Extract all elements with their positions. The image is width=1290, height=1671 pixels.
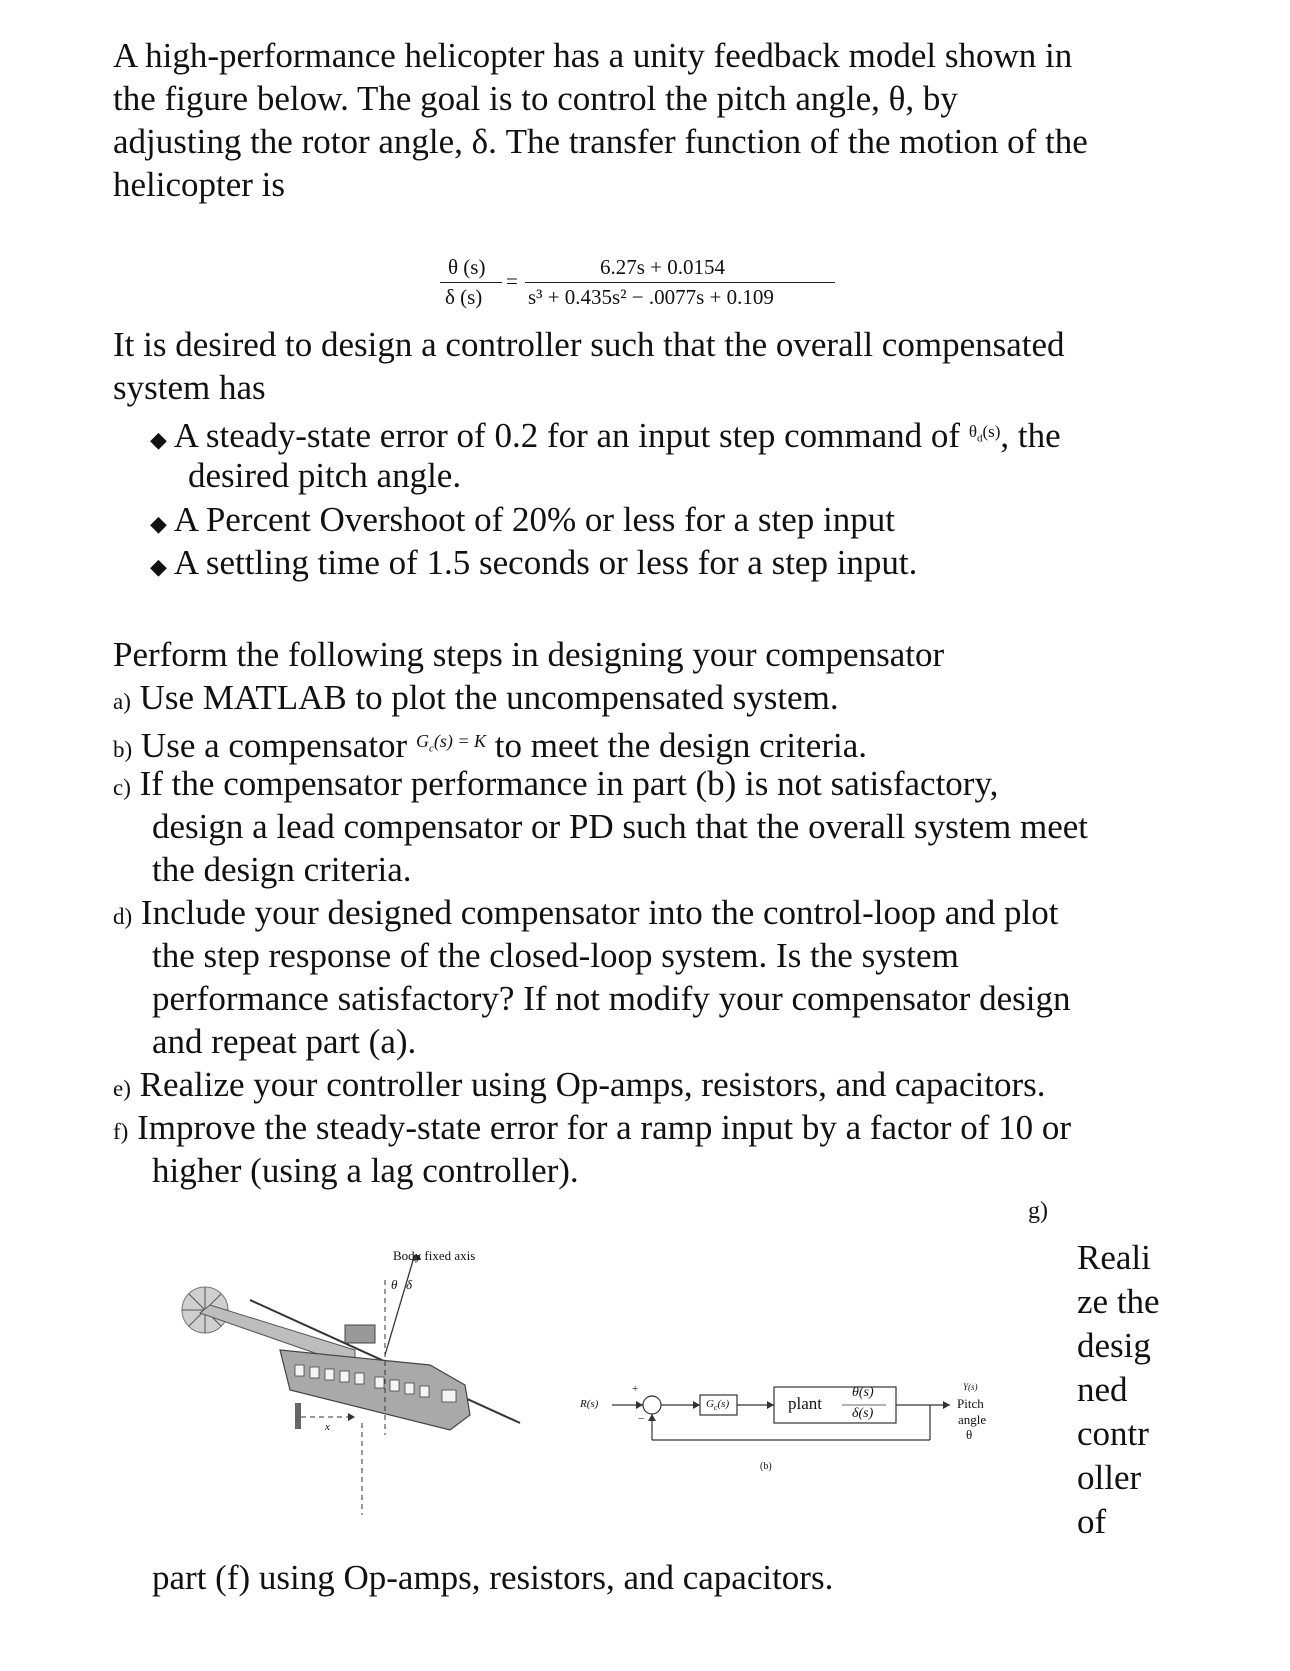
- plant-denominator: δ(s): [852, 1406, 874, 1421]
- theta-d-symbol: θd(s): [968, 422, 1001, 445]
- plus-sign: +: [632, 1383, 639, 1395]
- minus-sign: −: [638, 1413, 645, 1425]
- step-a: a) Use MATLAB to plot the uncompensated system.: [113, 678, 839, 717]
- intro-line-2: the figure below. The goal is to control the pitch angle, θ, by: [113, 79, 958, 118]
- step-g-col-7: of: [1077, 1502, 1107, 1541]
- step-c: c) If the compensator performance in part (b) is not satisfactory,: [113, 764, 999, 803]
- input-label: R(s): [580, 1398, 599, 1410]
- block-diagram: [580, 1375, 1020, 1495]
- theta-label: θ: [391, 1277, 398, 1292]
- steps-heading: Perform the following steps in designing your compensator: [113, 635, 945, 674]
- figure-caption: (b): [760, 1461, 772, 1472]
- eq-lhs-numerator: θ (s): [448, 255, 486, 279]
- summing-junction: [643, 1396, 661, 1414]
- controller-label: $G_c(s)$: [706, 1398, 730, 1413]
- step-g-col-4: ned: [1077, 1370, 1128, 1409]
- intro-line-1: A high-performance helicopter has a unity feedback model shown in: [113, 36, 1073, 75]
- intro-line-3: adjusting the rotor angle, δ. The transfer function of the motion of the: [113, 122, 1088, 161]
- plant-label: plant: [788, 1394, 822, 1413]
- ground-post: [295, 1403, 301, 1429]
- helicopter-illustration: [180, 1255, 530, 1535]
- eq-lhs-bar: [440, 282, 502, 283]
- step-g-col-5: contr: [1077, 1414, 1149, 1453]
- x-label: x: [325, 1421, 330, 1433]
- step-d-line-2: the step response of the closed-loop system. Is the system: [152, 936, 959, 975]
- step-d-line-3: performance satisfactory? If not modify your compensator design: [152, 979, 1071, 1018]
- transfer-function: [440, 255, 840, 317]
- design-line-1: It is desired to design a controller such that the overall compensated: [113, 325, 1065, 364]
- design-line-2: system has: [113, 368, 266, 407]
- step-e: e) Realize your controller using Op-amps, resistors, and capacitors.: [113, 1065, 1046, 1104]
- step-c-line-3: the design criteria.: [152, 850, 412, 889]
- step-g-col-1: Reali: [1077, 1238, 1151, 1277]
- compensator-formula: Gc(s) = K: [415, 731, 487, 755]
- step-g-col-3: desig: [1077, 1326, 1151, 1365]
- eq-denominator: s³ + 0.435s² − .0077s + 0.109: [528, 285, 774, 309]
- fuselage: [280, 1350, 470, 1430]
- pitch-label: Pitch: [957, 1396, 984, 1411]
- eq-rhs-bar: [525, 282, 835, 283]
- requirement-steady-state: ◆ A steady-state error of 0.2 for an input step command of $^{\theta_d(s)}$, the: [150, 416, 1061, 455]
- rotor-hub: [345, 1325, 375, 1343]
- step-g-col-2: ze the: [1077, 1282, 1160, 1321]
- step-g-tail: part (f) using Op-amps, resistors, and capacitors.: [152, 1558, 834, 1597]
- body-fixed-axis-label: Body fixed axis: [393, 1248, 476, 1263]
- step-d: d) Include your designed compensator into the control-loop and plot: [113, 893, 1059, 932]
- diamond-bullet-icon: ◆: [150, 427, 167, 452]
- angle-label: angle: [958, 1412, 987, 1427]
- requirement-settling-time: ◆ A settling time of 1.5 seconds or less for a step input.: [150, 543, 918, 582]
- eq-numerator: 6.27s + 0.0154: [600, 255, 726, 279]
- output-label: Y(s): [963, 1382, 978, 1392]
- helicopter-figure: [180, 1248, 530, 1535]
- body-fixed-axis-line: [385, 1255, 417, 1355]
- block-diagram-lines: [580, 1375, 1020, 1495]
- step-f-line-2: higher (using a lag controller).: [152, 1151, 579, 1190]
- step-d-line-4: and repeat part (a).: [152, 1022, 417, 1061]
- step-b: b) Use a compensator $^{G_c(s) = K}$ to meet the design criteria.: [113, 726, 867, 765]
- requirement-steady-state-line-2: desired pitch angle.: [188, 456, 462, 495]
- theta-output-label: θ: [966, 1427, 973, 1442]
- eq-lhs-denominator: δ (s): [445, 285, 483, 309]
- step-g-letter: g): [1028, 1198, 1048, 1224]
- intro-line-4: helicopter is: [113, 165, 286, 204]
- delta-label: δ: [406, 1277, 413, 1292]
- x-arrow-icon: [348, 1413, 355, 1421]
- step-f: f) Improve the steady-state error for a ramp input by a factor of 10 or: [113, 1108, 1072, 1147]
- plant-numerator: θ(s): [852, 1385, 874, 1400]
- step-g-col-6: oller: [1077, 1458, 1142, 1497]
- requirement-overshoot: ◆ A Percent Overshoot of 20% or less for a step input: [150, 500, 895, 539]
- diamond-bullet-icon: ◆: [150, 554, 167, 579]
- diamond-bullet-icon: ◆: [150, 511, 167, 536]
- step-c-line-2: design a lead compensator or PD such that the overall system meet: [152, 807, 1088, 846]
- eq-equals: =: [506, 269, 518, 293]
